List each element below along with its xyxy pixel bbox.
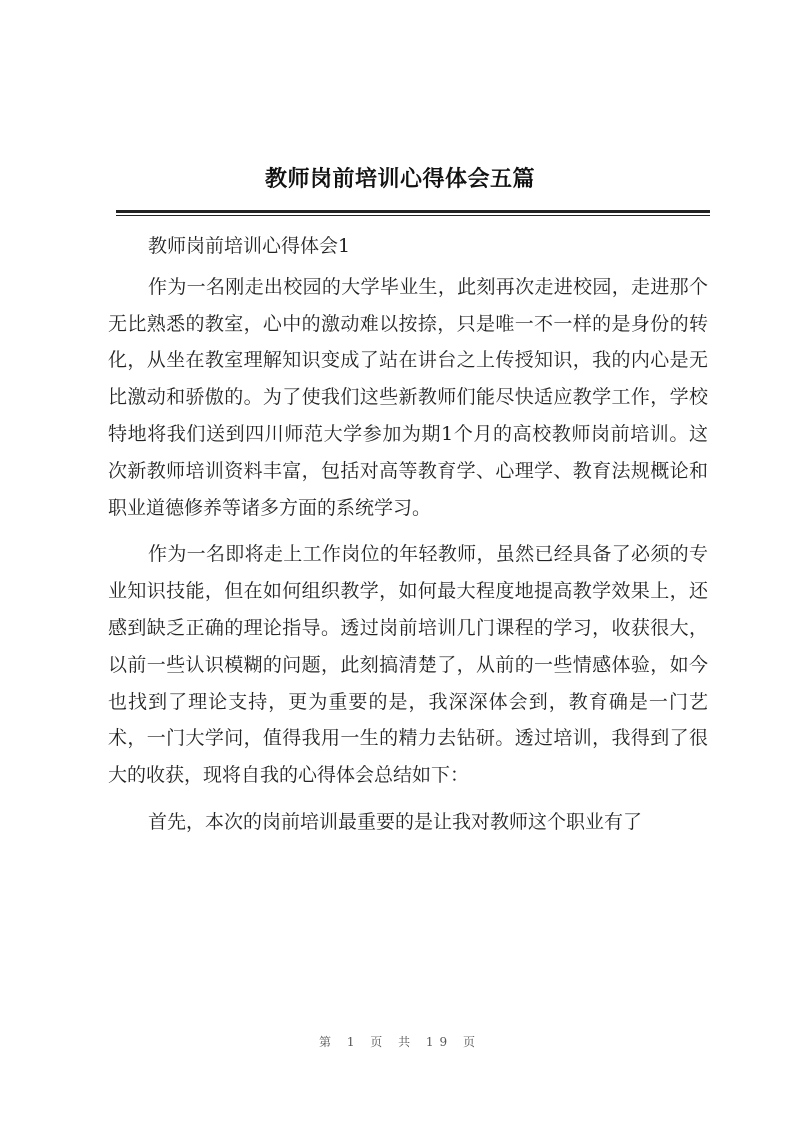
document-body xyxy=(108,228,708,841)
paragraph-1: 作为一名刚走出校园的大学毕业生，此刻再次走进校园，走进那个无比熟悉的教室，心中的激动难以按捺，只是唯一不一样的是身份的转化，从坐在教室理解知识变成了站在讲台之上传授知识，我的内心是无比激动和骄傲的。为了使我们这些新教师们能尽快适应教学工作，学校特地将我们送到四川师范大学参加为期1个月的高校教师岗前培训。这次新教师培训资料丰富，包括对高等教育学、心理学、教育法规概论和职业道德修养等诸多方面的系统学习。 xyxy=(108,275,708,519)
page-number-footer: 第 1 页 共 19 页 xyxy=(319,1035,481,1049)
paragraph-2: 作为一名即将走上工作岗位的年轻教师，虽然已经具备了必须的专业知识技能，但在如何组织教学，如何最大程度地提高教学效果上，还感到缺乏正确的理论指导。透过岗前培训几门课程的学习，收获很大，以前一些认识模糊的问题，此刻搞清楚了，从前的一些情感体验，如今也找到了理论支持，更为重要的是，我深深体会到，教育确是一门艺术，一门大学问，值得我用一生的精力去钻研。透过培训，我得到了很大的收获，现将自我的心得体会总结如下： xyxy=(108,543,708,787)
document-title: 教师岗前培训心得体会五篇 xyxy=(264,166,535,192)
paragraph-3: 首先，本次的岗前培训最重要的是让我对教师这个职业有了 xyxy=(148,810,643,833)
title-divider-thick xyxy=(116,210,710,213)
section-heading: 教师岗前培训心得体会1 xyxy=(148,235,351,257)
title-divider-thin xyxy=(116,215,710,216)
